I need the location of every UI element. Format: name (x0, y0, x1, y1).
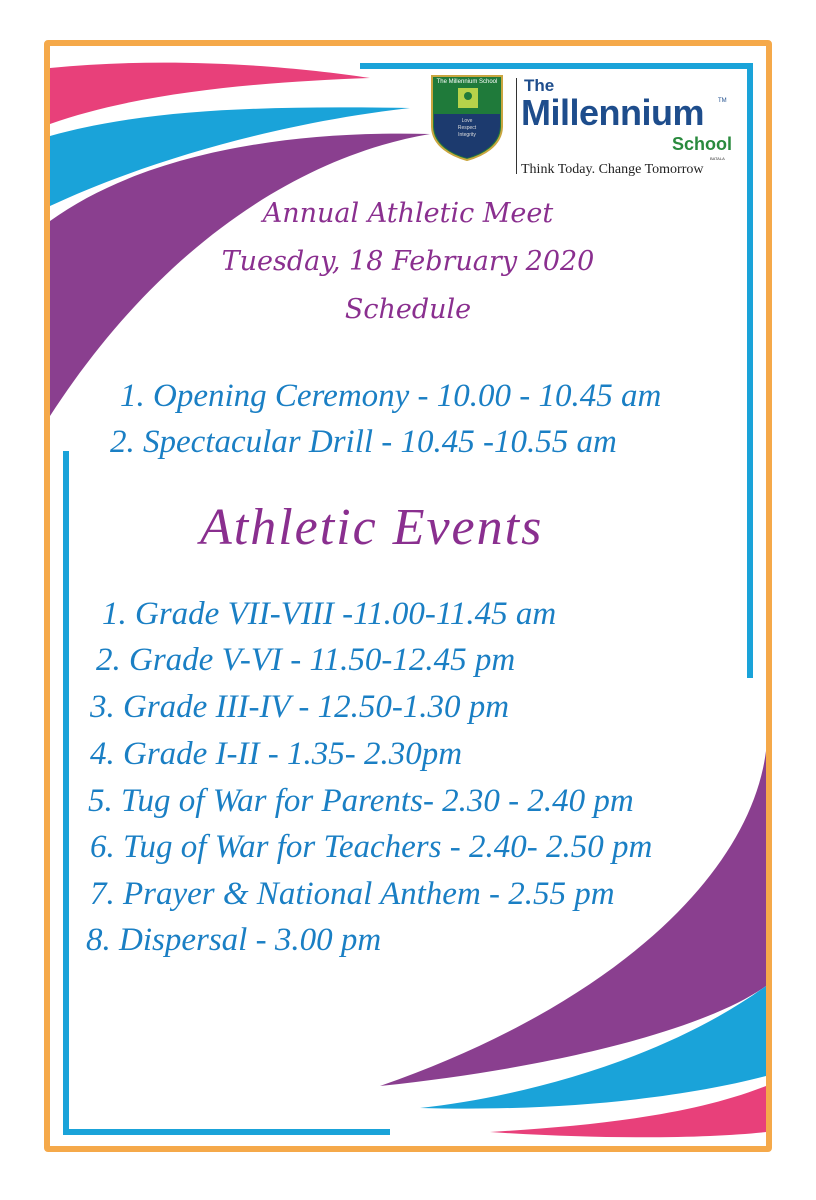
event-title: Annual Athletic Meet (262, 198, 554, 229)
event-item: 1. Grade VII-VIII -11.00-11.45 am (102, 596, 557, 632)
poster-frame (44, 40, 772, 1152)
crest-school-name: The Millennium School (436, 79, 498, 85)
event-date: Tuesday, 18 February 2020 (221, 246, 595, 277)
schedule-item: 1. Opening Ceremony - 10.00 - 10.45 am (120, 378, 662, 414)
crest-motto-word: Integrity (458, 132, 476, 138)
event-item: 4. Grade I-II - 1.35- 2.30pm (90, 736, 463, 772)
logo-divider (516, 78, 517, 174)
brand-school: School (672, 134, 733, 154)
crest-motto (428, 118, 506, 139)
brand-place: BATALA (710, 156, 725, 161)
brand-name: Millennium (521, 92, 704, 133)
crest-motto-word: Love (461, 118, 473, 124)
school-logo (428, 74, 748, 184)
event-item: 6. Tug of War for Teachers - 2.40- 2.50 pm (90, 829, 653, 865)
event-item: 3. Grade III-IV - 12.50-1.30 pm (90, 689, 510, 725)
event-item: 8. Dispersal - 3.00 pm (86, 922, 382, 958)
crest-motto-word: Respect (457, 125, 477, 131)
schedule-heading: Schedule (344, 294, 472, 325)
brand-tagline: Think Today. Change Tomorrow (521, 162, 704, 177)
brand-the: The (524, 76, 555, 95)
event-item: 7. Prayer & National Anthem - 2.55 pm (90, 876, 615, 912)
athletic-events-heading: Athletic Events (200, 499, 544, 556)
event-item: 2. Grade V-VI - 11.50-12.45 pm (96, 642, 516, 678)
brand-trademark: TM (718, 98, 727, 104)
event-item: 5. Tug of War for Parents- 2.30 - 2.40 pm (88, 783, 634, 819)
schedule-item: 2. Spectacular Drill - 10.45 -10.55 am (110, 424, 617, 460)
